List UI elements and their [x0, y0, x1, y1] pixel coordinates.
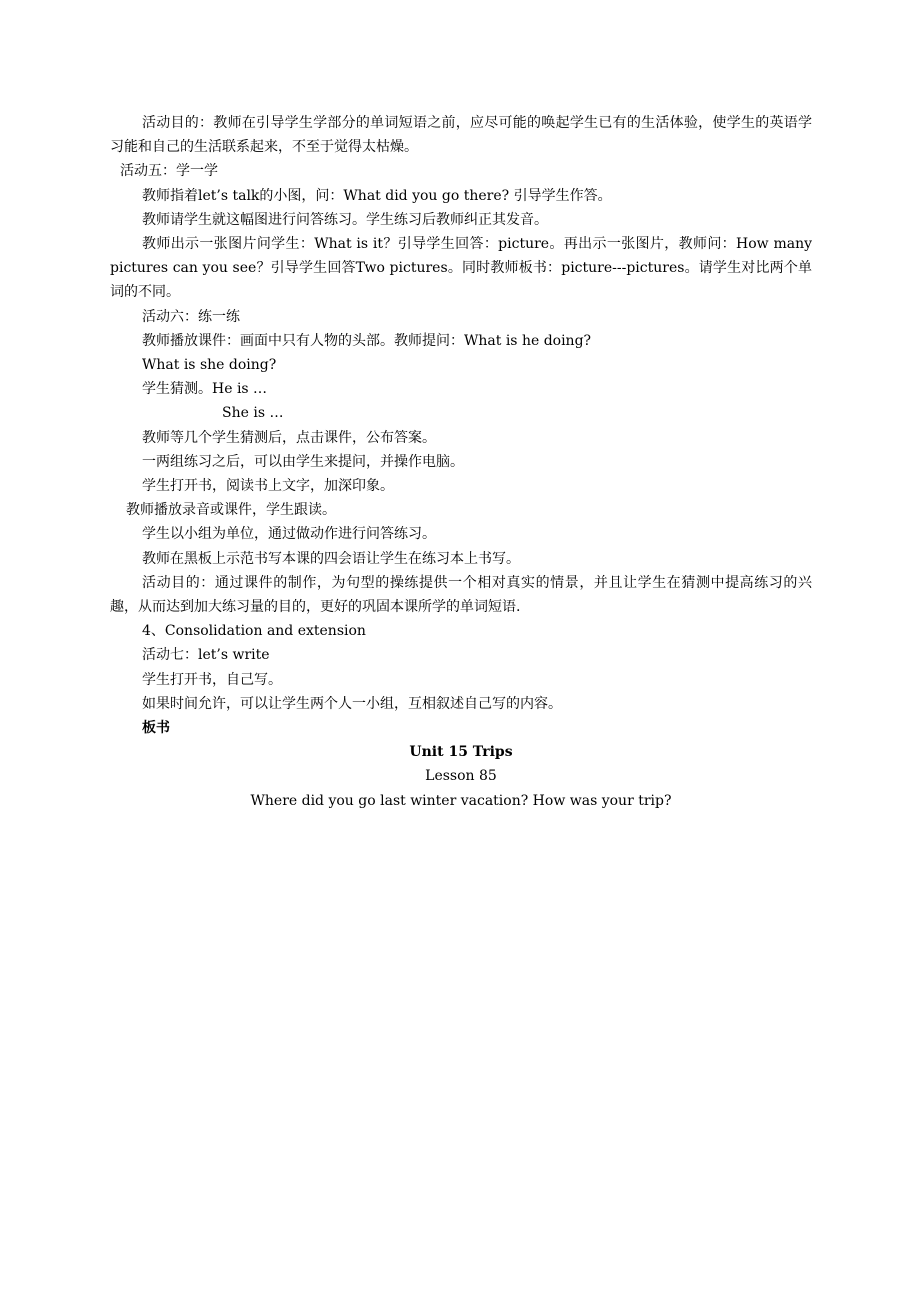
activity-purpose-paragraph-2: 活动目的：通过课件的制作，为句型的操练提供一个相对真实的情景，并且让学生在猜测中提高练习的兴趣，从而达到加大练习量的目的，更好的巩固本课所学的单词短语. — [110, 574, 812, 616]
paragraph-guess-he: 学生猜测。He is … — [142, 381, 268, 398]
paragraph-answer: 教师等几个学生猜测后，点击课件，公布答案。 — [142, 429, 436, 446]
paragraph-courseware: 教师播放课件：画面中只有人物的头部。教师提问：What is he doing? — [142, 332, 592, 349]
paragraph-open-book: 学生打开书，阅读书上文字，加深印象。 — [142, 478, 394, 495]
activity-six-heading: 活动六：练一练 — [142, 308, 240, 325]
activity-seven-heading: 活动七：let’s write — [142, 647, 270, 664]
paragraph-students-ask: 一两组练习之后，可以由学生来提问，并操作电脑。 — [142, 453, 464, 470]
paragraph-picture: 教师出示一张图片问学生：What is it？引导学生回答：picture。再出示一张图片，教师问：How many pictures can you see？引导学生回答Two pictures。同时教师板书：picture---pictures。请学生对比两个单词的不同。 — [110, 236, 812, 301]
section-consolidation-heading: 4、Consolidation and extension — [142, 623, 366, 640]
paragraph-lets-talk: 教师指着let’s talk的小图，问：What did you go there? 引导学生作答。 — [142, 187, 612, 204]
activity-five-heading: 活动五：学一学 — [120, 163, 218, 180]
board-heading: 板书 — [142, 720, 170, 737]
paragraph-she-doing: What is she doing? — [142, 357, 277, 374]
board-question: Where did you go last winter vacation? How was your trip? — [250, 792, 672, 809]
paragraph-pair-work: 如果时间允许，可以让学生两个人一小组，互相叙述自己写的内容。 — [142, 695, 562, 712]
activity-purpose-paragraph: 活动目的：教师在引导学生学部分的单词短语之前，应尽可能的唤起学生已有的生活体验，使学生的英语学习能和自己的生活联系起来，不至于觉得太枯燥。 — [110, 115, 812, 156]
board-lesson-title: Lesson 85 — [425, 768, 497, 785]
paragraph-guess-she: She is … — [222, 405, 284, 422]
paragraph-play-recording: 教师播放录音或课件，学生跟读。 — [126, 502, 336, 519]
document-body — [110, 111, 812, 813]
paragraph-practice: 教师请学生就这幅图进行问答练习。学生练习后教师纠正其发音。 — [142, 211, 548, 228]
board-unit-title: Unit 15 Trips — [409, 744, 513, 761]
paragraph-write: 学生打开书，自己写。 — [142, 671, 282, 688]
paragraph-group-practice: 学生以小组为单位，通过做动作进行问答练习。 — [142, 526, 436, 543]
paragraph-blackboard: 教师在黑板上示范书写本课的四会语让学生在练习本上书写。 — [142, 550, 520, 567]
